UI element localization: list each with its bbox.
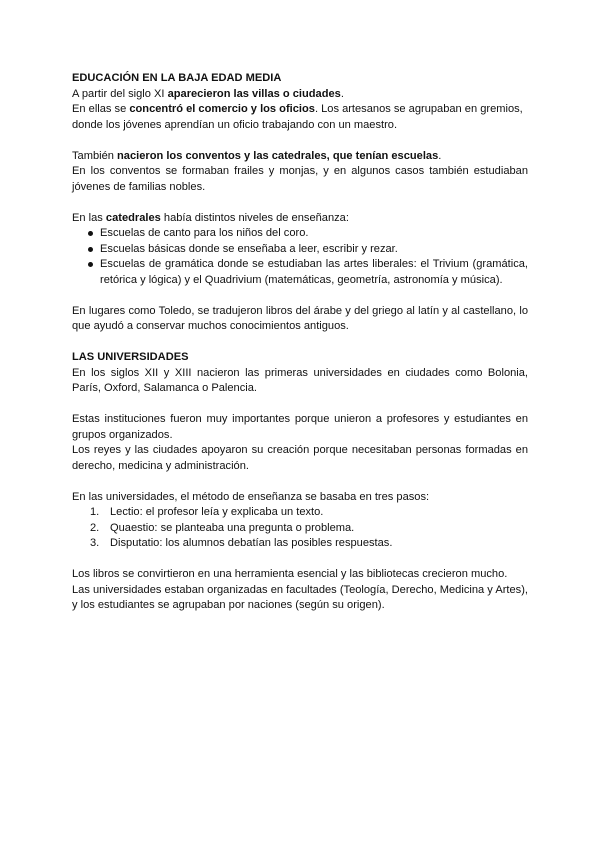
bold-text: catedrales bbox=[105, 211, 161, 224]
paragraph-facultades: Las universidades estaban organizadas en facultades (Teología, Derecho, Medicina y Artes), y los estudiantes se agrupaban por naciones (según su origen). bbox=[72, 583, 528, 611]
section-title-universidades: LAS UNIVERSIDADES bbox=[72, 351, 189, 363]
list-item-text: Disputatio: los alumnos debatían las posibles respuestas. bbox=[110, 537, 393, 549]
section-title-baja-edad-media: EDUCACIÓN EN LA BAJA EDAD MEDIA bbox=[72, 72, 282, 84]
text-span: En ellas se bbox=[72, 103, 130, 115]
bullet-icon bbox=[88, 231, 93, 236]
paragraph-primeras-universidades: En los siglos XII y XIII nacieron las primeras universidades en ciudades como Bolonia, París, Oxford, Salamanca o Palencia. bbox=[72, 366, 528, 394]
text-span: También bbox=[72, 149, 118, 162]
text-span: . bbox=[438, 149, 442, 162]
text-span: A partir del siglo XI bbox=[72, 87, 168, 100]
list-item bbox=[72, 242, 528, 258]
paragraph-toledo: En lugares como Toledo, se tradujeron libros del árabe y del griego al latín y al castellano, lo que ayudó a conservar muchos conocimientos antiguos. bbox=[72, 304, 528, 332]
paragraph-libros: Los libros se convirtieron en una herramienta esencial y las bibliotecas crecieron mucho. bbox=[72, 568, 508, 580]
paragraph-conventos: En los conventos se formaban frailes y monjas, y en algunos casos también estudiaban jóvenes de familias nobles. bbox=[72, 165, 528, 193]
paragraph-reyes: Los reyes y las ciudades apoyaron su creación porque necesitaban personas formadas en derecho, medicina y administración. bbox=[72, 444, 528, 472]
list-item bbox=[72, 226, 528, 242]
paragraph-instituciones: Estas instituciones fueron muy importantes porque unieron a profesores y estudiantes en grupos organizados. bbox=[72, 413, 528, 441]
paragraph-comercio bbox=[72, 102, 528, 133]
bold-text: aparecieron las villas o ciudades bbox=[167, 87, 341, 100]
list-item-text: Quaestio: se planteaba una pregunta o problema. bbox=[110, 521, 355, 534]
paragraph-catedrales bbox=[72, 211, 528, 227]
list-item bbox=[72, 505, 528, 521]
bold-text: nacieron los conventos y las catedrales, que tenían escuelas bbox=[117, 149, 439, 162]
list-number: 3. bbox=[90, 537, 100, 549]
paragraph-metodo: En las universidades, el método de enseñanza se basaba en tres pasos: bbox=[72, 490, 430, 503]
paragraph-conventos-catedrales bbox=[72, 149, 528, 165]
text-span: En las bbox=[72, 211, 106, 224]
bullet-icon bbox=[88, 262, 93, 267]
list-number: 1. bbox=[90, 506, 100, 518]
text-span: . Los artesanos se agrupaban en gremios, donde los jóvenes aprendían un oficio trabajando con un maestro. bbox=[72, 103, 523, 131]
bullet-icon bbox=[88, 247, 93, 252]
paragraph-villas bbox=[72, 87, 528, 103]
list-item-text: Escuelas de canto para los niños del coro. bbox=[100, 227, 309, 239]
text-span: . bbox=[340, 87, 344, 100]
list-number: 2. bbox=[90, 521, 100, 534]
list-item-text: Escuelas de gramática donde se estudiaban las artes liberales: el Trivium (gramática, retórica y lógica) y el Quadrivium (matemáticas, geometría, astronomía y música). bbox=[100, 258, 528, 286]
list-item bbox=[72, 536, 528, 552]
list-item bbox=[72, 521, 528, 537]
list-item-text: Escuelas básicas donde se enseñaba a leer, escribir y rezar. bbox=[100, 242, 398, 255]
levels-list bbox=[72, 226, 528, 288]
text-span: había distintos niveles de enseñanza: bbox=[160, 211, 349, 224]
steps-list bbox=[72, 505, 528, 552]
list-item-text: Lectio: el profesor leía y explicaba un texto. bbox=[110, 506, 324, 518]
document-body bbox=[72, 71, 528, 614]
bold-text: concentró el comercio y los oficios bbox=[129, 103, 315, 115]
list-item bbox=[72, 257, 528, 288]
